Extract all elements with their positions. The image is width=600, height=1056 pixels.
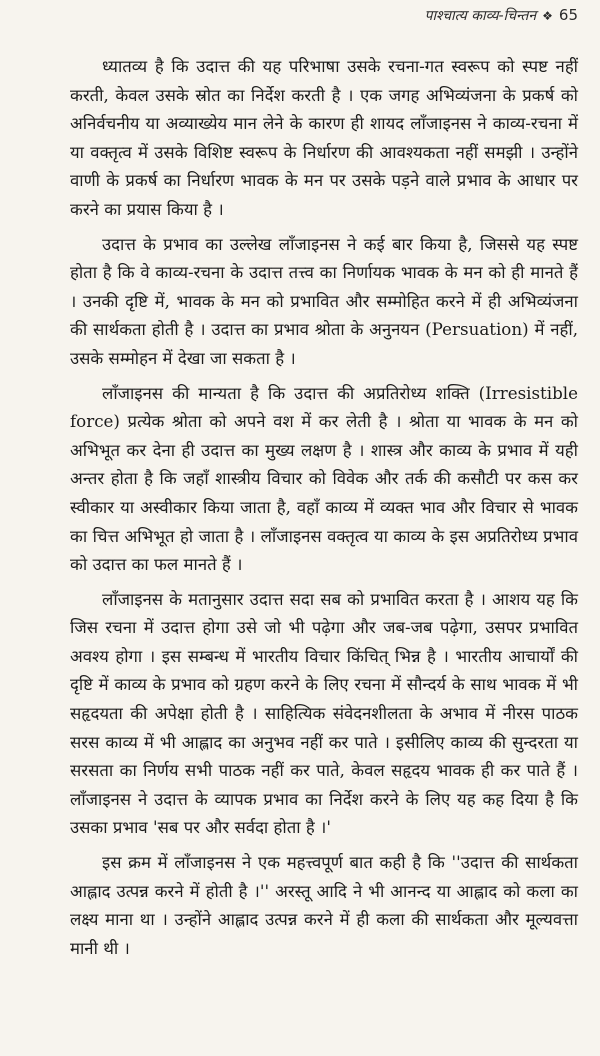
diamond-ornament-icon: ❖: [542, 9, 553, 23]
running-title: पाश्चात्य काव्य-चिन्तन: [424, 8, 537, 24]
page-number: 65: [558, 6, 578, 24]
running-header: [425, 6, 578, 25]
paragraph-1: ध्यातव्य है कि उदात्त की यह परिभाषा उसके रचना-गत स्वरूप को स्पष्ट नहीं करती, केवल उसके स्रोत का निर्देश करती है । एक जगह अभिव्यंजना के प्रकर्ष को अनिर्वचनीय या अव्याख्येय मान लेने के कारण ही शायद लाँजाइनस ने काव्य-रचना में या वक्तृत्व में उसके विशिष्ट स्वरूप के निर्धारण की आवश्यकता नहीं समझी । उन्होंने वाणी के प्रकर्ष का निर्धारण भावक के मन पर उसके पड़ने वाले प्रभाव के आधार पर करने का प्रयास किया है ।: [70, 56, 578, 219]
paragraph-5: इस क्रम में लाँजाइनस ने एक महत्त्वपूर्ण बात कही है कि ''उदात्त की सार्थकता आह्लाद उत्पन्न करने में होती है ।'' अरस्तू आदि ने भी आनन्द या आह्लाद को कला का लक्ष्य माना था । उन्होंने आह्लाद उत्पन्न करने में ही कला की सार्थकता और मूल्यवत्ता मानी थी ।: [70, 852, 578, 958]
paragraph-2: उदात्त के प्रभाव का उल्लेख लाँजाइनस ने कई बार किया है, जिससे यह स्पष्ट होता है कि वे काव्य-रचना के उदात्त तत्त्व का निर्णायक भावक के मन को ही मानते हैं । उनकी दृष्टि में, भावक के मन को प्रभावित और सम्मोहित करने में ही अभिव्यंजना की सार्थकता होती है । उदात्त का प्रभाव श्रोता के अनुनयन (Persuation) में नहीं, उसके सम्मोहन में देखा जा सकता है ।: [70, 233, 578, 368]
paragraph-4: लाँजाइनस के मतानुसार उदात्त सदा सब को प्रभावित करता है । आशय यह कि जिस रचना में उदात्त होगा उसे जो भी पढ़ेगा और जब-जब पढ़ेगा, उसपर प्रभावित अवश्य होगा । इस सम्बन्ध में भारतीय विचार किंचित् भिन्न है । भारतीय आचार्यों की दृष्टि में काव्य के प्रभाव को ग्रहण करने के लिए रचना में सौन्दर्य के साथ भावक में भी सहृदयता की अपेक्षा होती है । साहित्यिक संवेदनशीलता के अभाव में नीरस पाठक सरस काव्य में भी आह्लाद का अनुभव नहीं कर पाते । इसीलिए काव्य की सुन्दरता या सरसता का निर्णय सभी पाठक नहीं कर पाते, केवल सहृदय भावक ही कर पाते हैं । लाँजाइनस ने उदात्त के व्यापक प्रभाव का निर्देश करने के लिए यह कह दिया है कि उसका प्रभाव 'सब पर और सर्वदा होता है ।': [70, 588, 578, 838]
body-text: [70, 52, 578, 962]
paragraph-3: लाँजाइनस की मान्यता है कि उदात्त की अप्रतिरोध्य शक्ति (Irresistible force) प्रत्येक श्रोता को अपने वश में कर लेती है । श्रोता या भावक के मन को अभिभूत कर देना ही उदात्त का मुख्य लक्षण है । शास्त्र और काव्य के प्रभाव में यही अन्तर होता है कि जहाँ शास्त्रीय विचार को विवेक और तर्क की कसौटी पर कस कर स्वीकार या अस्वीकार किया जाता है, वहाँ काव्य में व्यक्त भाव और विचार से भावक का चित्त अभिभूत हो जाता है । लाँजाइनस वक्तृत्व या काव्य के इस अप्रतिरोध्य प्रभाव को उदात्त का फल मानते हैं ।: [70, 382, 578, 575]
